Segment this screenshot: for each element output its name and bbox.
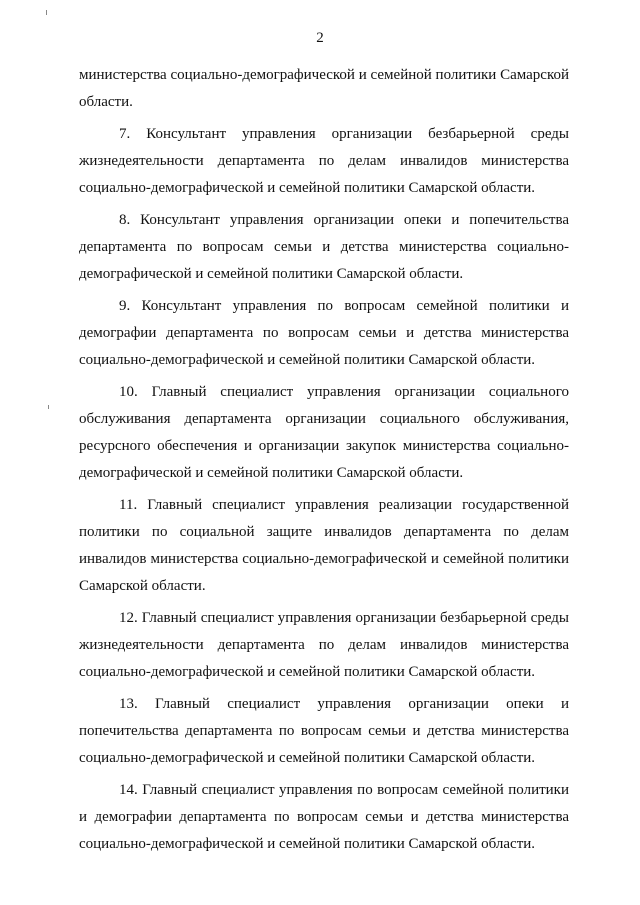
page-number: 2 (316, 30, 324, 46)
list-item-9: 9. Консультант управления по вопросам семейной политики и демографии департамента по вопросам семьи и детства министерства социально-демографической и семейной политики Самарской области. (79, 298, 569, 368)
list-item-13: 13. Главный специалист управления организации опеки и попечительства департамента по вопросам семьи и детства министерства социально-демографической и семейной политики Самарской области. (79, 696, 569, 766)
list-item-7: 7. Консультант управления организации безбарьерной среды жизнедеятельности департамента по делам инвалидов министерства социально-демографической и семейной политики Самарской области. (79, 126, 569, 196)
paragraph-continuation: министерства социально-демографической и семейной политики Самарской области. (79, 67, 569, 110)
list-item-10: 10. Главный специалист управления организации социального обслуживания департамента организации социального обслуживания, ресурсного обеспечения и организации закупок министерства социально-демографической и семейной политики Самарской области. (79, 384, 569, 481)
list-item-12: 12. Главный специалист управления организации безбарьерной среды жизнедеятельности департамента по делам инвалидов министерства социально-демографической и семейной политики Самарской области. (79, 610, 569, 680)
list-item-14: 14. Главный специалист управления по вопросам семейной политики и демографии департамента по вопросам семьи и детства министерства социально-демографической и семейной политики Самарской области. (79, 782, 569, 852)
list-item-11: 11. Главный специалист управления реализации государственной политики по социальной защите инвалидов департамента по делам инвалидов министерства социально-демографической и семейной политики Самарской области. (79, 497, 569, 594)
document-body (79, 62, 569, 863)
scan-mark (48, 405, 49, 409)
scan-mark (46, 10, 47, 15)
list-item-8: 8. Консультант управления организации опеки и попечительства департамента по вопросам семьи и детства министерства социально-демографической и семейной политики Самарской области. (79, 212, 569, 282)
